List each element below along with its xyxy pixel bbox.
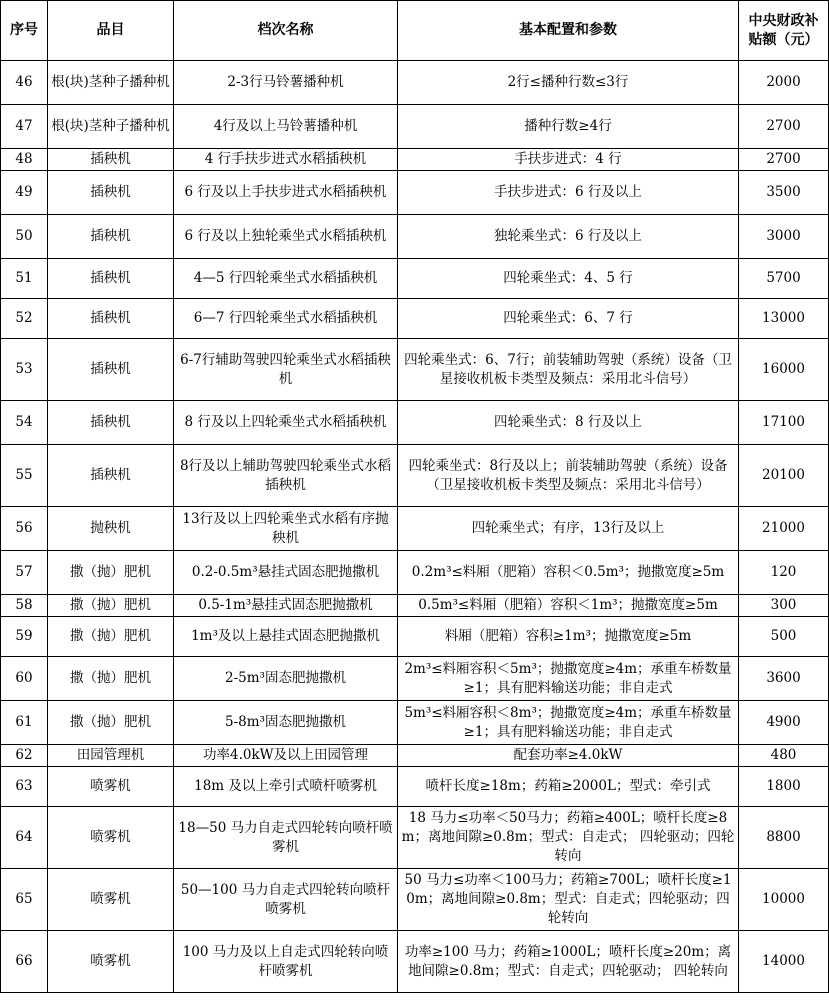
cell-grade: 6 行及以上独轮乘坐式水稻插秧机	[174, 215, 398, 259]
cell-spec: 0.5m³≤料厢（肥箱）容积＜1m³；抛撒宽度≥5m	[398, 595, 739, 617]
table-row	[1, 215, 829, 259]
cell-no: 51	[1, 259, 48, 299]
table-row	[1, 701, 829, 745]
cell-spec: 喷杆长度≥18m；药箱≥2000L；型式：牵引式	[398, 767, 739, 807]
cell-spec: 18 马力≤功率＜50马力；药箱≥400L；喷杆长度≥8m；离地间隙≥0.8m；型式：自走式； 四轮驱动；四轮转向	[398, 807, 739, 869]
cell-item: 撒（抛）肥机	[48, 701, 174, 745]
cell-grade: 4 行手扶步进式水稻插秧机	[174, 149, 398, 171]
cell-item: 抛秧机	[48, 507, 174, 551]
cell-grade: 18m 及以上牵引式喷杆喷雾机	[174, 767, 398, 807]
cell-item: 撒（抛）肥机	[48, 657, 174, 701]
table-row	[1, 595, 829, 617]
cell-grade: 5-8m³固态肥抛撒机	[174, 701, 398, 745]
cell-no: 48	[1, 149, 48, 171]
header-no: 序号	[1, 1, 48, 61]
cell-amount: 20100	[739, 445, 829, 507]
table-row	[1, 259, 829, 299]
cell-grade: 功率4.0kW及以上田园管理	[174, 745, 398, 767]
table-row	[1, 105, 829, 149]
cell-no: 59	[1, 617, 48, 657]
cell-no: 54	[1, 401, 48, 445]
table-row	[1, 745, 829, 767]
cell-amount: 10000	[739, 869, 829, 931]
cell-grade: 50—100 马力自走式四轮转向喷杆喷雾机	[174, 869, 398, 931]
cell-item: 根(块)茎种子播种机	[48, 61, 174, 105]
cell-no: 55	[1, 445, 48, 507]
table-row	[1, 61, 829, 105]
cell-amount: 480	[739, 745, 829, 767]
cell-item: 插秧机	[48, 401, 174, 445]
table-row	[1, 445, 829, 507]
cell-item: 插秧机	[48, 299, 174, 339]
cell-grade: 8 行及以上四轮乘坐式水稻插秧机	[174, 401, 398, 445]
cell-amount: 1800	[739, 767, 829, 807]
cell-amount: 300	[739, 595, 829, 617]
cell-spec: 0.2m³≤料厢（肥箱）容积＜0.5m³；抛撒宽度≥5m	[398, 551, 739, 595]
table-row	[1, 299, 829, 339]
cell-no: 57	[1, 551, 48, 595]
header-grade: 档次名称	[174, 1, 398, 61]
cell-no: 47	[1, 105, 48, 149]
cell-amount: 14000	[739, 931, 829, 993]
cell-no: 50	[1, 215, 48, 259]
table-row	[1, 767, 829, 807]
cell-no: 52	[1, 299, 48, 339]
cell-amount: 8800	[739, 807, 829, 869]
cell-item: 喷雾机	[48, 931, 174, 993]
cell-no: 65	[1, 869, 48, 931]
cell-amount: 2700	[739, 105, 829, 149]
cell-spec: 四轮乘坐式；有序，13行及以上	[398, 507, 739, 551]
cell-spec: 50 马力≤功率＜100马力；药箱≥700L；喷杆长度≥10m；离地间隙≥0.8m；型式：自走式；四轮驱动；四轮转向	[398, 869, 739, 931]
cell-no: 56	[1, 507, 48, 551]
cell-grade: 6-7行辅助驾驶四轮乘坐式水稻插秧机	[174, 339, 398, 401]
cell-spec: 四轮乘坐式：4、5 行	[398, 259, 739, 299]
table-row	[1, 149, 829, 171]
cell-spec: 5m³≤料厢容积＜8m³；抛撒宽度≥4m；承重车桥数量≥1；具有肥料输送功能；非自走式	[398, 701, 739, 745]
cell-no: 63	[1, 767, 48, 807]
cell-amount: 17100	[739, 401, 829, 445]
cell-no: 66	[1, 931, 48, 993]
cell-item: 撒（抛）肥机	[48, 617, 174, 657]
header-spec: 基本配置和参数	[398, 1, 739, 61]
cell-spec: 四轮乘坐式：8 行及以上	[398, 401, 739, 445]
cell-grade: 2-5m³固态肥抛撒机	[174, 657, 398, 701]
cell-spec: 2行≤播种行数≤3行	[398, 61, 739, 105]
cell-item: 插秧机	[48, 149, 174, 171]
table-row	[1, 807, 829, 869]
cell-item: 插秧机	[48, 215, 174, 259]
cell-item: 田园管理机	[48, 745, 174, 767]
cell-grade: 18—50 马力自走式四轮转向喷杆喷雾机	[174, 807, 398, 869]
table-row	[1, 339, 829, 401]
table-row	[1, 401, 829, 445]
cell-no: 64	[1, 807, 48, 869]
cell-grade: 8行及以上辅助驾驶四轮乘坐式水稻插秧机	[174, 445, 398, 507]
cell-grade: 0.5-1m³悬挂式固态肥抛撒机	[174, 595, 398, 617]
cell-amount: 13000	[739, 299, 829, 339]
table-row	[1, 171, 829, 215]
cell-grade: 6—7 行四轮乘坐式水稻插秧机	[174, 299, 398, 339]
cell-amount: 500	[739, 617, 829, 657]
header-amount: 中央财政补贴额（元）	[739, 1, 829, 61]
cell-spec: 手扶步进式：6 行及以上	[398, 171, 739, 215]
table-row	[1, 869, 829, 931]
cell-grade: 0.2-0.5m³悬挂式固态肥抛撒机	[174, 551, 398, 595]
cell-amount: 120	[739, 551, 829, 595]
cell-item: 插秧机	[48, 171, 174, 215]
table-row	[1, 551, 829, 595]
cell-grade: 100 马力及以上自走式四轮转向喷杆喷雾机	[174, 931, 398, 993]
cell-grade: 13行及以上四轮乘坐式水稻有序抛秧机	[174, 507, 398, 551]
cell-amount: 2700	[739, 149, 829, 171]
cell-grade: 4—5 行四轮乘坐式水稻插秧机	[174, 259, 398, 299]
cell-no: 58	[1, 595, 48, 617]
cell-no: 61	[1, 701, 48, 745]
cell-grade: 4行及以上马铃薯播种机	[174, 105, 398, 149]
cell-amount: 16000	[739, 339, 829, 401]
cell-amount: 3500	[739, 171, 829, 215]
cell-amount: 5700	[739, 259, 829, 299]
cell-spec: 配套功率≥4.0kW	[398, 745, 739, 767]
table-row	[1, 657, 829, 701]
cell-spec: 功率≥100 马力；药箱≥1000L；喷杆长度≥20m；离地间隙≥0.8m；型式：自走式；四轮驱动； 四轮转向	[398, 931, 739, 993]
table-row	[1, 617, 829, 657]
cell-spec: 四轮乘坐式：6、7行；前装辅助驾驶（系统）设备（卫星接收机板卡类型及频点：采用北斗信号）	[398, 339, 739, 401]
cell-item: 插秧机	[48, 339, 174, 401]
cell-item: 喷雾机	[48, 767, 174, 807]
cell-item: 撒（抛）肥机	[48, 551, 174, 595]
table-row	[1, 507, 829, 551]
cell-spec: 2m³≤料厢容积＜5m³；抛撒宽度≥4m；承重车桥数量≥1；具有肥料输送功能；非自走式	[398, 657, 739, 701]
cell-amount: 3000	[739, 215, 829, 259]
cell-amount: 4900	[739, 701, 829, 745]
cell-amount: 3600	[739, 657, 829, 701]
header-item: 品目	[48, 1, 174, 61]
cell-spec: 料厢（肥箱）容积≥1m³；抛撒宽度≥5m	[398, 617, 739, 657]
table-row	[1, 931, 829, 993]
cell-item: 插秧机	[48, 445, 174, 507]
cell-no: 53	[1, 339, 48, 401]
cell-amount: 2000	[739, 61, 829, 105]
cell-spec: 四轮乘坐式：8行及以上；前装辅助驾驶（系统）设备（卫星接收机板卡类型及频点：采用北斗信号）	[398, 445, 739, 507]
cell-no: 49	[1, 171, 48, 215]
header-row	[1, 1, 829, 61]
cell-item: 喷雾机	[48, 807, 174, 869]
cell-item: 喷雾机	[48, 869, 174, 931]
cell-spec: 独轮乘坐式：6 行及以上	[398, 215, 739, 259]
cell-grade: 2-3行马铃薯播种机	[174, 61, 398, 105]
cell-no: 46	[1, 61, 48, 105]
cell-item: 根(块)茎种子播种机	[48, 105, 174, 149]
cell-spec: 四轮乘坐式：6、7 行	[398, 299, 739, 339]
cell-grade: 1m³及以上悬挂式固态肥抛撒机	[174, 617, 398, 657]
cell-spec: 手扶步进式：4 行	[398, 149, 739, 171]
cell-item: 插秧机	[48, 259, 174, 299]
cell-no: 62	[1, 745, 48, 767]
cell-item: 撒（抛）肥机	[48, 595, 174, 617]
cell-grade: 6 行及以上手扶步进式水稻插秧机	[174, 171, 398, 215]
cell-spec: 播种行数≥4行	[398, 105, 739, 149]
cell-no: 60	[1, 657, 48, 701]
cell-amount: 21000	[739, 507, 829, 551]
